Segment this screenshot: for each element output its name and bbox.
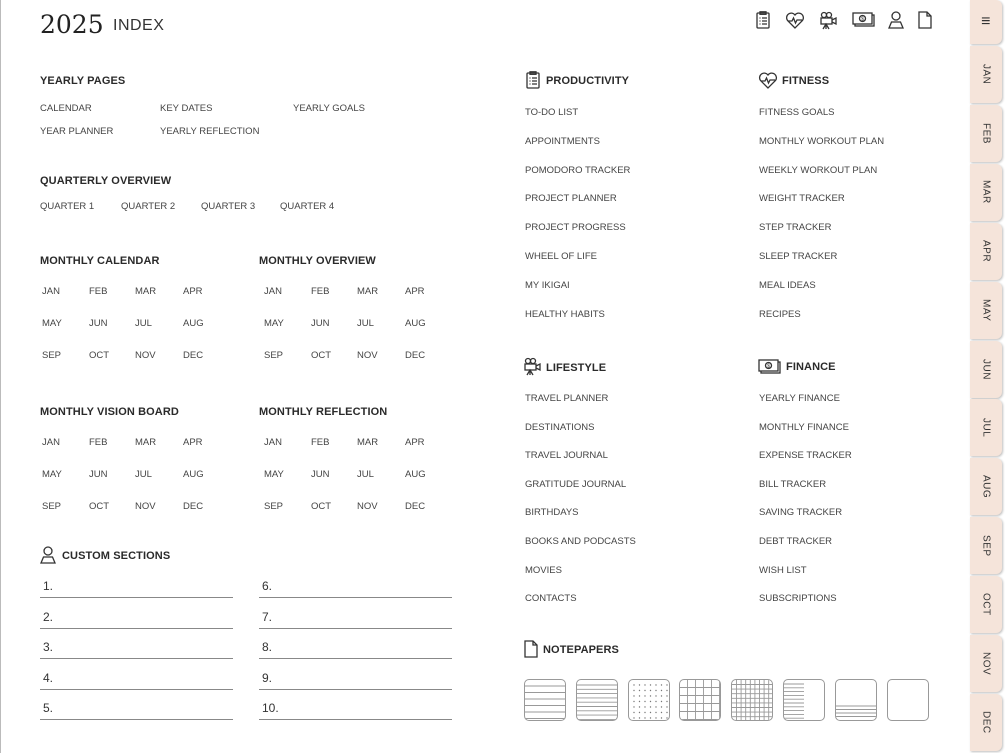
notepaper-dotted-thumbnail[interactable] xyxy=(628,679,670,721)
custom-section-line xyxy=(259,597,452,598)
yearly-heading: YEARLY PAGES xyxy=(40,75,126,87)
custom-section-entry[interactable]: 4. xyxy=(43,670,54,685)
custom-section-line xyxy=(40,658,233,659)
tab-label: JAN xyxy=(980,64,992,85)
monthly-vision-month-link[interactable]: JUN xyxy=(89,469,108,480)
page-icon xyxy=(524,640,538,663)
camera-icon[interactable] xyxy=(819,11,839,35)
clipboard-list-icon xyxy=(525,71,541,94)
monthly-vision-month-link[interactable]: DEC xyxy=(183,501,204,512)
monthly-calendar-month-link[interactable]: SEP xyxy=(42,350,62,361)
custom-section-entry[interactable]: 7. xyxy=(262,609,273,624)
monthly-reflection-month-link[interactable]: DEC xyxy=(405,501,426,512)
monthly-reflection-month-link[interactable]: JUL xyxy=(357,469,374,480)
finance-link[interactable]: SAVING TRACKER xyxy=(759,507,843,519)
quarter-link[interactable]: QUARTER 4 xyxy=(280,201,335,212)
monthly-reflection-heading: MONTHLY REFLECTION xyxy=(259,406,388,418)
tab-jan[interactable] xyxy=(970,46,1002,103)
notepaper-lined-bottom-thumbnail[interactable] xyxy=(835,679,877,721)
monthly-vision-month-link[interactable]: FEB xyxy=(89,437,108,448)
productivity-link[interactable]: WHEEL OF LIFE xyxy=(525,251,597,262)
lifestyle-link[interactable]: DESTINATIONS xyxy=(525,421,595,433)
tab-label: MAR xyxy=(980,180,992,205)
user-icon xyxy=(40,546,56,569)
lifestyle-link[interactable]: BOOKS AND PODCASTS xyxy=(525,536,636,547)
monthly-vision-heading: MONTHLY VISION BOARD xyxy=(40,406,179,418)
tab-oct[interactable] xyxy=(970,576,1002,633)
productivity-link[interactable]: PROJECT PLANNER xyxy=(525,193,617,205)
fitness-link[interactable]: MEAL IDEAS xyxy=(759,279,816,291)
monthly-reflection-month-link[interactable]: AUG xyxy=(405,469,426,480)
quarterly-heading: QUARTERLY OVERVIEW xyxy=(40,175,172,187)
tab-label: FEB xyxy=(980,122,992,144)
monthly-reflection-month-link[interactable]: SEP xyxy=(264,501,284,512)
monthly-calendar-month-link[interactable]: JAN xyxy=(42,286,60,297)
notepaper-lined-partial-thumbnail[interactable] xyxy=(783,679,825,721)
productivity-link[interactable]: POMODORO TRACKER xyxy=(525,164,631,176)
monthly-reflection-month-link[interactable]: NOV xyxy=(357,501,378,512)
svg-text:$: $ xyxy=(767,363,770,370)
custom-heading: CUSTOM SECTIONS xyxy=(62,550,171,562)
month-sidebar xyxy=(970,0,1005,753)
tab-jun[interactable] xyxy=(970,341,1002,398)
year-title: 2025 xyxy=(40,10,104,39)
quarter-link[interactable]: QUARTER 1 xyxy=(40,201,95,212)
monthly-calendar-month-link[interactable]: AUG xyxy=(183,318,204,329)
notepaper-lined-wide-thumbnail[interactable] xyxy=(524,679,566,721)
heart-pulse-icon xyxy=(758,72,778,94)
money-icon[interactable] xyxy=(852,12,876,33)
monthly-reflection-month-link[interactable]: APR xyxy=(405,437,425,448)
tab-may[interactable] xyxy=(970,282,1002,339)
monthly-vision-month-link[interactable]: SEP xyxy=(42,501,62,512)
monthly-vision-month-link[interactable]: MAR xyxy=(135,437,157,448)
monthly-overview-month-link[interactable]: MAY xyxy=(264,318,284,329)
hamburger-icon: ≡ xyxy=(981,13,991,30)
yearly-link[interactable]: YEAR PLANNER xyxy=(40,126,114,137)
tab-label: SEP xyxy=(980,534,992,557)
monthly-overview-month-link[interactable]: SEP xyxy=(264,350,284,361)
monthly-overview-month-link[interactable]: DEC xyxy=(405,350,426,361)
monthly-overview-month-link[interactable]: MAR xyxy=(357,286,379,297)
lifestyle-heading: LIFESTYLE xyxy=(546,362,607,374)
finance-link[interactable]: YEARLY FINANCE xyxy=(759,393,840,404)
custom-section-line xyxy=(40,628,233,629)
custom-section-line xyxy=(259,689,452,690)
fitness-heading: FITNESS xyxy=(782,75,830,87)
monthly-calendar-month-link[interactable]: OCT xyxy=(89,350,110,361)
monthly-calendar-month-link[interactable]: APR xyxy=(183,286,203,297)
notepapers-heading: NOTEPAPERS xyxy=(543,644,619,656)
tab-apr[interactable] xyxy=(970,223,1002,280)
monthly-overview-month-link[interactable]: AUG xyxy=(405,318,426,329)
custom-section-entry[interactable]: 1. xyxy=(43,579,54,593)
finance-heading: FINANCE xyxy=(786,361,836,373)
lifestyle-link[interactable]: GRATITUDE JOURNAL xyxy=(525,478,627,490)
custom-section-line xyxy=(40,719,233,720)
custom-section-line xyxy=(40,597,233,598)
notepaper-blank-thumbnail[interactable] xyxy=(887,679,929,721)
tab-label: DEC xyxy=(980,711,992,734)
notepaper-grid-small-thumbnail[interactable] xyxy=(731,679,773,721)
fitness-link[interactable]: MONTHLY WORKOUT PLAN xyxy=(759,135,885,147)
monthly-calendar-month-link[interactable]: JUL xyxy=(135,318,152,329)
monthly-overview-month-link[interactable]: JAN xyxy=(264,286,282,297)
fitness-link[interactable]: WEIGHT TRACKER xyxy=(759,193,845,205)
monthly-calendar-month-link[interactable]: NOV xyxy=(135,350,156,361)
finance-link[interactable]: MONTHLY FINANCE xyxy=(759,421,849,433)
user-icon[interactable] xyxy=(888,11,904,34)
monthly-overview-month-link[interactable]: APR xyxy=(405,286,425,297)
productivity-link[interactable]: MY IKIGAI xyxy=(525,279,570,291)
fitness-link[interactable]: WEEKLY WORKOUT PLAN xyxy=(759,164,878,176)
monthly-reflection-month-link[interactable]: OCT xyxy=(311,501,332,512)
monthly-overview-month-link[interactable]: OCT xyxy=(311,350,332,361)
monthly-calendar-heading: MONTHLY CALENDAR xyxy=(40,255,160,267)
notepaper-grid-large-thumbnail[interactable] xyxy=(679,679,721,721)
finance-link[interactable]: SUBSCRIPTIONS xyxy=(759,593,837,605)
fitness-link[interactable]: STEP TRACKER xyxy=(759,222,832,234)
monthly-overview-heading: MONTHLY OVERVIEW xyxy=(259,255,376,267)
fitness-link[interactable]: SLEEP TRACKER xyxy=(759,251,838,262)
custom-section-entry[interactable]: 5. xyxy=(43,701,54,715)
monthly-overview-month-link[interactable]: JUL xyxy=(357,318,374,329)
tab-aug[interactable] xyxy=(970,458,1002,515)
notepaper-lined-narrow-thumbnail[interactable] xyxy=(576,679,618,721)
clipboard-list-icon[interactable] xyxy=(755,11,771,34)
finance-link[interactable]: WISH LIST xyxy=(759,564,807,576)
tab-sep[interactable] xyxy=(970,517,1002,574)
monthly-overview-month-link[interactable]: JUN xyxy=(311,318,330,329)
tab-jul[interactable] xyxy=(970,399,1002,456)
lifestyle-link[interactable]: TRAVEL PLANNER xyxy=(525,393,609,404)
monthly-vision-month-link[interactable]: JAN xyxy=(42,437,60,448)
tab-dec[interactable] xyxy=(970,694,1002,751)
tab-feb[interactable] xyxy=(970,105,1002,162)
fitness-link[interactable]: RECIPES xyxy=(759,308,801,320)
page-icon[interactable] xyxy=(918,11,932,34)
productivity-heading: PRODUCTIVITY xyxy=(546,75,630,87)
yearly-link[interactable]: KEY DATES xyxy=(160,103,213,114)
lifestyle-link[interactable]: CONTACTS xyxy=(525,593,577,605)
yearly-link[interactable]: CALENDAR xyxy=(40,103,92,114)
monthly-calendar-month-link[interactable]: FEB xyxy=(89,286,108,297)
monthly-calendar-month-link[interactable]: MAY xyxy=(42,318,62,329)
tab-nov[interactable] xyxy=(970,635,1002,692)
productivity-link[interactable]: TO-DO LIST xyxy=(525,107,579,118)
monthly-vision-month-link[interactable]: MAY xyxy=(42,469,62,480)
monthly-calendar-month-link[interactable]: MAR xyxy=(135,286,157,297)
tab-label: MAY xyxy=(980,298,992,322)
tab-label: NOV xyxy=(980,651,992,676)
tab-label: APR xyxy=(980,240,992,263)
monthly-vision-month-link[interactable]: APR xyxy=(183,437,203,448)
tab-label: OCT xyxy=(980,593,992,616)
page-title: INDEX xyxy=(113,17,165,34)
productivity-link[interactable]: HEALTHY HABITS xyxy=(525,308,605,320)
monthly-reflection-month-link[interactable]: JUN xyxy=(311,469,330,480)
monthly-reflection-month-link[interactable]: FEB xyxy=(311,437,330,448)
quarter-link[interactable]: QUARTER 3 xyxy=(201,201,256,212)
monthly-reflection-month-link[interactable]: MAY xyxy=(264,469,284,480)
custom-section-entry[interactable]: 8. xyxy=(262,640,273,654)
monthly-calendar-month-link[interactable]: JUN xyxy=(89,318,108,329)
custom-section-line xyxy=(40,689,233,690)
monthly-reflection-month-link[interactable]: JAN xyxy=(264,437,282,448)
heart-pulse-icon[interactable] xyxy=(785,12,805,34)
monthly-vision-month-link[interactable]: NOV xyxy=(135,501,156,512)
page-edge xyxy=(0,0,1,753)
monthly-calendar-month-link[interactable]: DEC xyxy=(183,350,204,361)
tab-label: JUL xyxy=(980,418,992,438)
lifestyle-link[interactable]: BIRTHDAYS xyxy=(525,507,579,519)
fitness-link[interactable]: FITNESS GOALS xyxy=(759,107,835,118)
finance-link[interactable]: EXPENSE TRACKER xyxy=(759,450,852,462)
monthly-vision-month-link[interactable]: JUL xyxy=(135,469,152,480)
productivity-link[interactable]: APPOINTMENTS xyxy=(525,135,600,147)
finance-link[interactable]: DEBT TRACKER xyxy=(759,536,833,547)
monthly-reflection-month-link[interactable]: MAR xyxy=(357,437,379,448)
money-icon xyxy=(758,359,782,380)
camera-icon xyxy=(523,357,543,381)
custom-section-line xyxy=(259,719,452,720)
custom-section-entry[interactable]: 10. xyxy=(262,701,279,715)
custom-section-line xyxy=(259,658,452,659)
custom-section-entry[interactable]: 6. xyxy=(262,579,273,593)
yearly-link[interactable]: YEARLY REFLECTION xyxy=(160,126,260,137)
custom-section-line xyxy=(259,628,452,629)
custom-section-entry[interactable]: 9. xyxy=(262,670,273,685)
tab-label: AUG xyxy=(980,475,992,499)
finance-link[interactable]: BILL TRACKER xyxy=(759,478,827,490)
lifestyle-link[interactable]: TRAVEL JOURNAL xyxy=(525,450,608,462)
monthly-vision-month-link[interactable]: AUG xyxy=(183,469,204,480)
tab-label: JUN xyxy=(980,358,992,380)
quarter-link[interactable]: QUARTER 2 xyxy=(121,201,176,212)
menu-button[interactable] xyxy=(970,0,1002,44)
lifestyle-link[interactable]: MOVIES xyxy=(525,564,562,576)
yearly-link[interactable]: YEARLY GOALS xyxy=(293,103,365,114)
monthly-vision-month-link[interactable]: OCT xyxy=(89,501,110,512)
monthly-overview-month-link[interactable]: FEB xyxy=(311,286,330,297)
monthly-overview-month-link[interactable]: NOV xyxy=(357,350,378,361)
productivity-link[interactable]: PROJECT PROGRESS xyxy=(525,222,626,234)
svg-text:$: $ xyxy=(861,16,864,23)
tab-mar[interactable] xyxy=(970,164,1002,221)
custom-section-entry[interactable]: 2. xyxy=(43,609,54,624)
custom-section-entry[interactable]: 3. xyxy=(43,640,54,654)
